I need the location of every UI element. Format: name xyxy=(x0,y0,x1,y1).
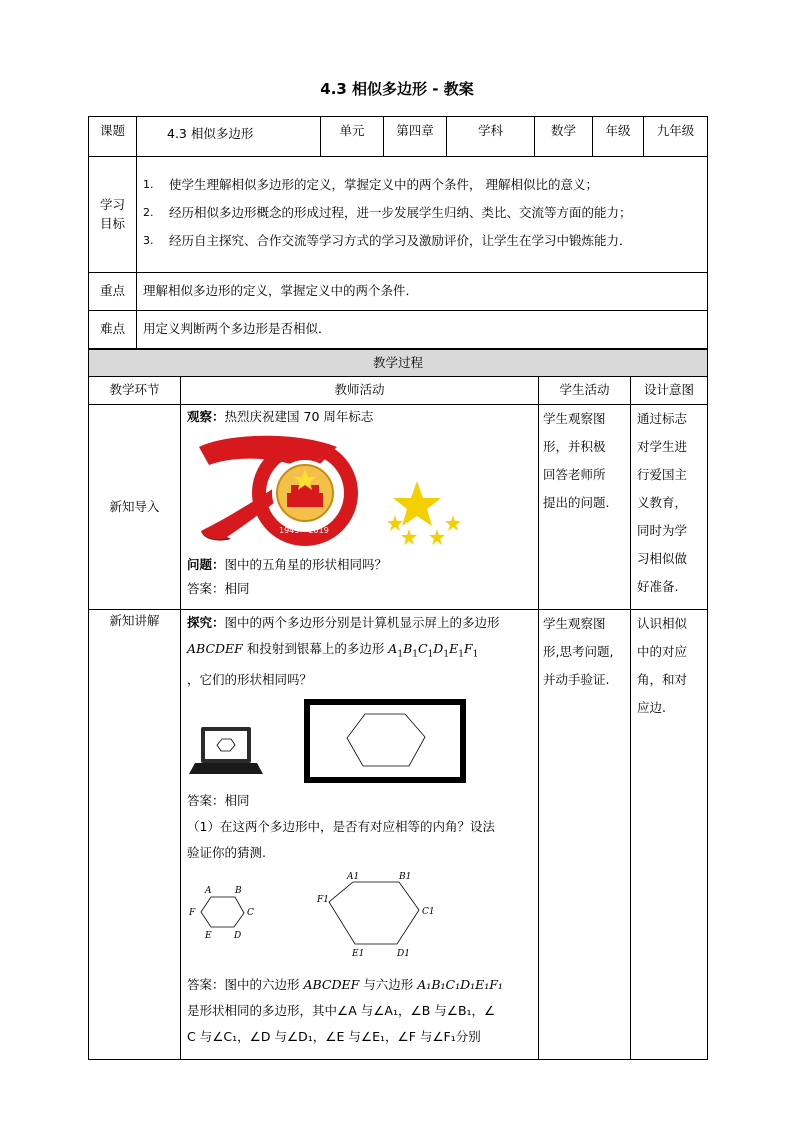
stage-explain: 新知讲解 xyxy=(89,610,181,1060)
svg-text:C1: C1 xyxy=(422,906,435,917)
svg-text:B: B xyxy=(235,885,242,896)
process-title: 教学过程 xyxy=(89,350,708,377)
logo-years-text: 1949 – 2019 xyxy=(279,526,329,535)
poly-a1b1c1d1e1f1: $A_1B_1C_1D_1E_1F_1$ xyxy=(388,641,479,660)
answer-2-line-1: 答案：图中的六边形 ABCDEF 与六边形 A₁B₁C₁D₁E₁F₁ xyxy=(187,976,503,992)
grade-label: 年级 xyxy=(593,117,644,157)
stage-intro: 新知导入 xyxy=(89,405,181,610)
svg-text:F: F xyxy=(189,907,196,918)
goal-item: 1. 使学生理解相似多边形的定义，掌握定义中的两个条件， 理解相似比的意义； xyxy=(143,177,598,192)
svg-text:D: D xyxy=(234,930,242,941)
large-hexagon xyxy=(316,872,435,959)
difficulty-text: 用定义判断两个多边形是否相似． xyxy=(137,311,708,349)
subject-label: 学科 xyxy=(447,117,535,157)
info-table xyxy=(88,116,708,349)
hexagon-comparison-figure xyxy=(187,872,467,972)
laptop-icon xyxy=(189,727,263,774)
course-value: 4.3 相似多边形 xyxy=(137,117,321,157)
question-label: 问题： xyxy=(187,557,225,572)
svg-text:D1: D1 xyxy=(397,948,410,959)
svg-text:A: A xyxy=(205,885,212,896)
design-intent-explain: 认识相似 中的对应 角，和对 应边. xyxy=(631,610,708,1060)
header-teacher: 教师活动 xyxy=(181,377,539,405)
goals-list xyxy=(137,171,707,255)
process-table xyxy=(88,349,708,1060)
explore-text-1: 图中的两个多边形分别是计算机显示屏上的多边形 xyxy=(224,615,500,630)
explore-text-3: ，它们的形状相同吗？ xyxy=(187,671,313,687)
svg-text:E1: E1 xyxy=(352,948,365,959)
goals-content xyxy=(137,157,708,273)
explore-text-2: 和投射到银幕上的多边形 xyxy=(242,641,389,656)
q1-line-2: 验证你的猜测. xyxy=(187,844,266,860)
goal-item: 3. 经历自主探究、合作交流等学习方式的学习及激励评价，让学生在学习中锻炼能力． xyxy=(143,233,632,248)
seventy-logo-icon xyxy=(199,436,351,541)
svg-text:C: C xyxy=(247,907,254,918)
document-title: 4.3 相似多边形 - 教案 xyxy=(320,80,474,98)
screen-projection-figure xyxy=(187,694,467,784)
svg-text:F1: F1 xyxy=(317,894,329,905)
observe-text: 热烈庆祝建国 70 周年标志 xyxy=(224,409,374,424)
goal-item: 2. 经历相似多边形概念的形成过程，进一步发展学生归纳、类比、交流等方面的能力； xyxy=(143,205,632,220)
unit-value: 第四章 xyxy=(384,117,447,157)
answer-2-line-2: 是形状相同的多边形，其中∠A 与∠A₁，∠B 与∠B₁，∠ xyxy=(187,1002,496,1018)
q1-line-1: （1）在这两个多边形中，是否有对应相等的内角？设法 xyxy=(187,818,495,834)
five-stars-icon xyxy=(387,481,461,545)
poly-abcdef: ABCDEF xyxy=(187,641,243,656)
key-point-text: 理解相似多边形的定义，掌握定义中的两个条件． xyxy=(137,273,708,311)
small-hexagon xyxy=(188,886,254,941)
question-text: 图中的五角星的形状相同吗？ xyxy=(224,557,388,572)
projection-screen-icon xyxy=(307,702,463,780)
header-student: 学生活动 xyxy=(539,377,631,405)
teacher-activity-explain xyxy=(181,610,539,1060)
difficulty-label: 难点 xyxy=(89,311,137,349)
student-activity-explain: 学生观察图 形,思考问题, 并动手验证. xyxy=(539,610,631,1060)
svg-text:B1: B1 xyxy=(399,871,412,882)
svg-text:A1: A1 xyxy=(347,871,360,882)
key-point-label: 重点 xyxy=(89,273,137,311)
grade-value: 九年级 xyxy=(644,117,708,157)
design-intent-intro: 通过标志 对学生进 行爱国主 义教育， 同时为学 习相似做 好准备. xyxy=(631,405,708,610)
observe-label: 观察： xyxy=(187,409,225,424)
explore-label: 探究： xyxy=(187,615,225,630)
course-label: 课题 xyxy=(89,117,137,157)
teacher-activity-intro xyxy=(181,405,539,610)
answer-2-line-3: C 与∠C₁，∠D 与∠D₁，∠E 与∠E₁，∠F 与∠F₁分别 xyxy=(187,1028,481,1044)
unit-label: 单元 xyxy=(321,117,384,157)
goals-label: 学习 目标 xyxy=(89,157,137,273)
anniversary-logo-figure xyxy=(187,429,477,549)
answer-same: 答案：相同 xyxy=(187,792,250,808)
answer-intro: 答案：相同 xyxy=(187,581,250,596)
header-stage: 教学环节 xyxy=(89,377,181,405)
subject-value: 数学 xyxy=(535,117,593,157)
header-intent: 设计意图 xyxy=(631,377,708,405)
student-activity-intro: 学生观察图 形，并积极 回答老师所 提出的问题. xyxy=(539,405,631,610)
svg-text:E: E xyxy=(205,930,212,941)
